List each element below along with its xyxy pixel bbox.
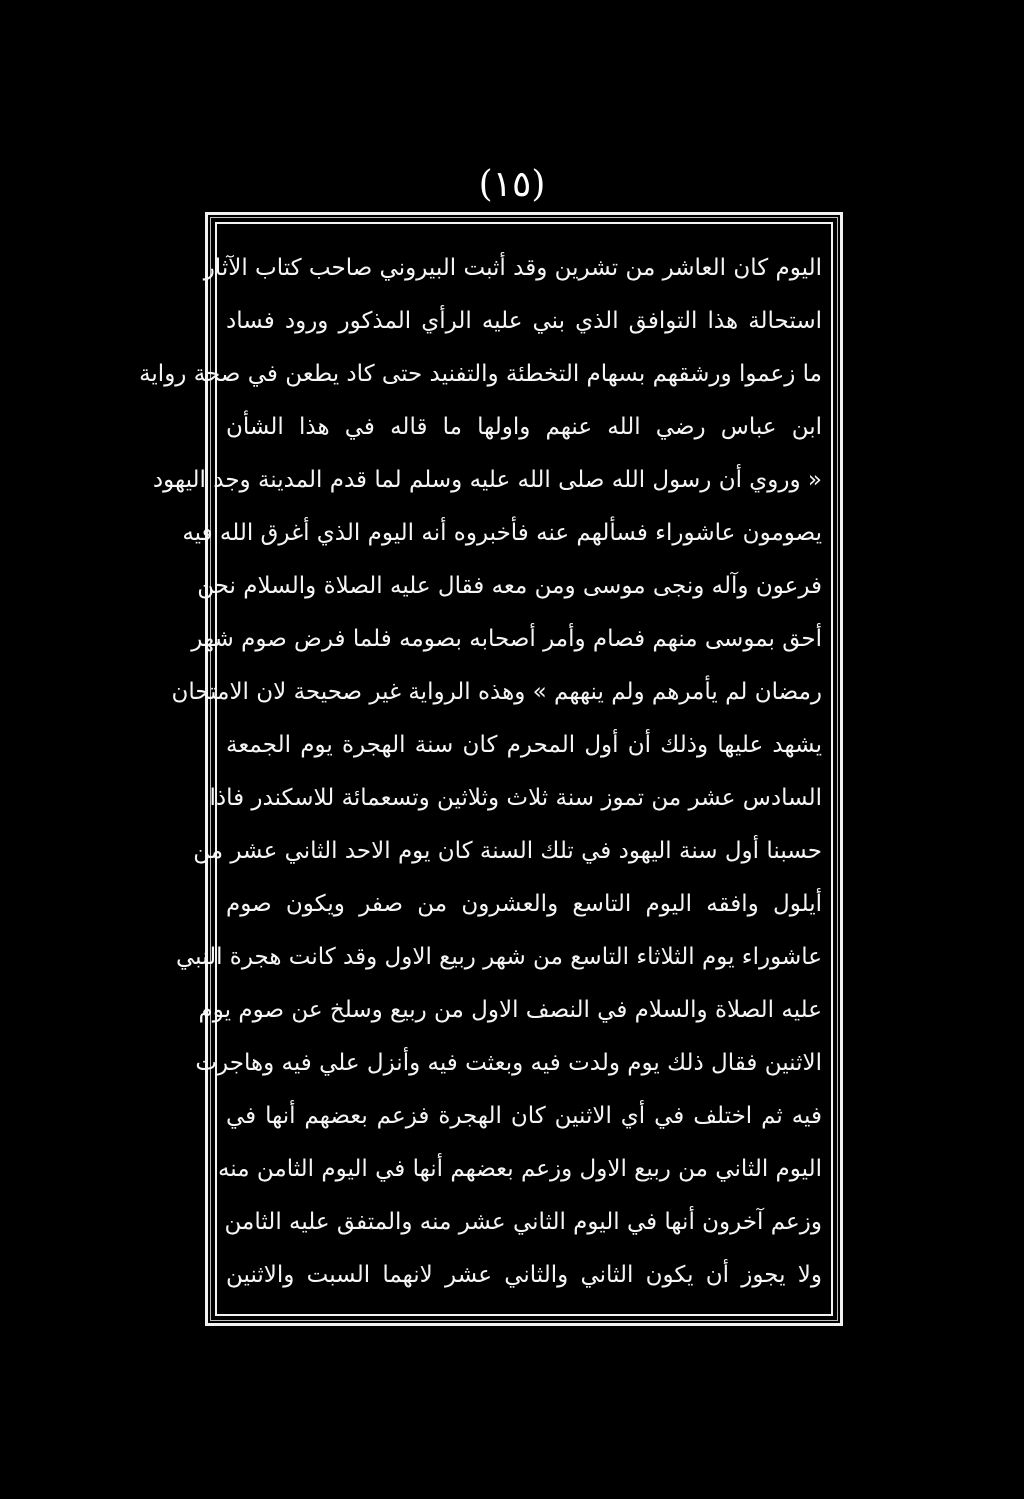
page-number: (١٥) [478, 164, 546, 205]
text-line: اليوم كان العاشر من تشرين وقد أثبت البيروني صاحب كتاب الآثار [203, 255, 822, 281]
text-line: اليوم الثاني من ربيع الاول وزعم بعضهم أنها في اليوم الثامن منه [217, 1156, 822, 1182]
text-line: ما زعموا ورشقهم بسهام التخطئة والتفنيد حتى كاد يطعن في صحة رواية [139, 361, 822, 387]
text-line: رمضان لم يأمرهم ولم ينههم » وهذه الرواية غير صحيحة لان الامتحان [171, 679, 822, 705]
text-line: ابن عباس رضي الله عنهم واولها ما قاله في هذا الشأن [226, 414, 822, 440]
text-line: فيه ثم اختلف في أي الاثنين كان الهجرة فزعم بعضهم أنها في [226, 1103, 822, 1129]
text-line: « وروي أن رسول الله صلى الله عليه وسلم لما قدم المدينة وجد اليهود [152, 467, 822, 493]
text-line: حسبنا أول سنة اليهود في تلك السنة كان يوم الاحد الثاني عشر من [193, 838, 822, 864]
text-line: أيلول وافقه اليوم التاسع والعشرون من صفر ويكون صوم [226, 891, 822, 917]
text-line: فرعون وآله ونجى موسى ومن معه فقال عليه الصلاة والسلام نحن [197, 573, 822, 599]
text-line: استحالة هذا التوافق الذي بني عليه الرأي المذكور ورود فساد [226, 308, 822, 334]
text-line: وزعم آخرون أنها في اليوم الثاني عشر منه والمتفق عليه الثامن [224, 1209, 822, 1235]
text-line: يشهد عليها وذلك أن أول المحرم كان سنة الهجرة يوم الجمعة [226, 732, 822, 758]
text-line: السادس عشر من تموز سنة ثلاث وثلاثين وتسعمائة للاسكندر فاذا [209, 785, 822, 811]
text-line: أحق بموسى منهم فصام وأمر أصحابه بصومه فلما فرض صوم شهر [191, 626, 822, 652]
text-line: يصومون عاشوراء فسألهم عنه فأخبروه أنه اليوم الذي أغرق الله فيه [182, 520, 822, 546]
arabic-text-block [139, 242, 822, 1312]
text-line: ولا يجوز أن يكون الثاني والثاني عشر لانهما السبت والاثنين [226, 1262, 822, 1288]
text-line: عليه الصلاة والسلام في النصف الاول من ربيع وسلخ عن صوم يوم [198, 997, 822, 1023]
text-line: عاشوراء يوم الثلاثاء التاسع من شهر ربيع الاول وقد كانت هجرة النبي [176, 944, 822, 970]
text-line: الاثنين فقال ذلك يوم ولدت فيه وبعثت فيه وأنزل علي فيه وهاجرت [195, 1050, 822, 1076]
